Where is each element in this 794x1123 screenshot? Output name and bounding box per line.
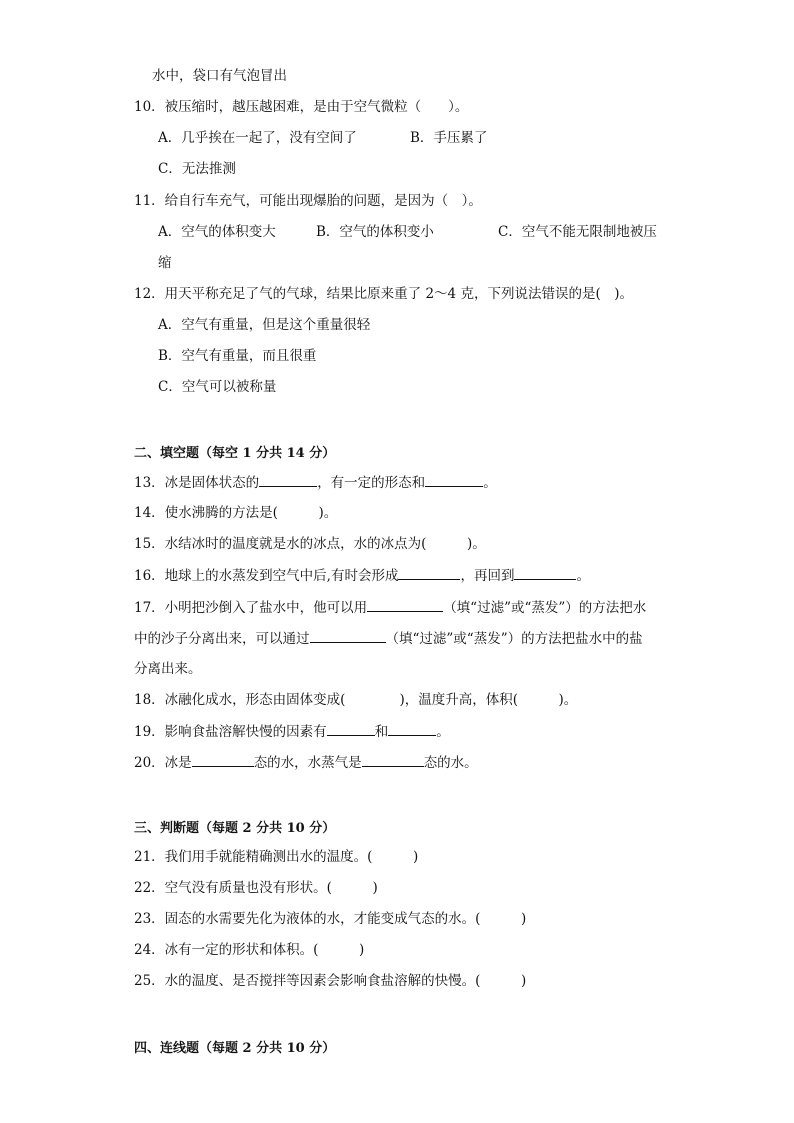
q13-text-a: 13．冰是固体状态的: [134, 475, 260, 491]
q10-option-b: B．手压累了: [410, 130, 488, 146]
q20-text-a: 20．冰是: [134, 755, 192, 771]
q16-text-c: 。: [576, 568, 590, 584]
q16-blank-1: [398, 565, 460, 580]
q17-text-a: 17．小明把沙倒入了盐水中，他可以用: [134, 600, 368, 616]
q17-blank-2: [310, 628, 386, 643]
question-14: 14．使水沸腾的方法是( )。: [134, 505, 338, 521]
q16-blank-2: [514, 565, 576, 580]
continuation-line: 水中，袋口有气泡冒出: [152, 68, 287, 84]
q10-option-a: A．几乎挨在一起了，没有空间了: [158, 130, 357, 146]
q20-text-b: 态的水，水蒸气是: [253, 755, 362, 771]
q17-text-d: （填“过滤”或“蒸发”）的方法把盐水中的盐: [385, 631, 643, 647]
question-15: 15．水结冰时的温度就是水的冰点，水的冰点为( )。: [134, 536, 486, 552]
q19-blank-1: [327, 721, 375, 736]
question-17-line-3: 分离出来。: [134, 661, 202, 677]
question-13: [134, 472, 497, 493]
question-21: 21．我们用手就能精确测出水的温度。( ): [134, 849, 419, 865]
q10-option-c: C．无法推测: [158, 161, 236, 177]
q13-blank-1: [259, 472, 317, 487]
q13-blank-2: [425, 472, 483, 487]
question-17-line-2: [134, 628, 643, 649]
q17-text-b: （填“过滤”或“蒸发”）的方法把水: [443, 600, 647, 616]
q19-text-a: 19．影响食盐溶解快慢的因素有: [134, 724, 327, 740]
q16-text-b: ，再回到: [460, 568, 515, 584]
q12-option-a: A．空气有重量，但是这个重量很轻: [158, 317, 371, 333]
question-25: 25．水的温度、是否搅拌等因素会影响食盐溶解的快慢。( ): [134, 973, 527, 989]
question-11: 11．给自行车充气，可能出现爆胎的问题，是因为（ ）。: [134, 193, 482, 209]
question-17-line-1: [134, 597, 646, 618]
q11-option-b: B．空气的体积变小: [316, 224, 434, 240]
q20-text-c: 态的水。: [423, 755, 478, 771]
q20-blank-1: [192, 752, 254, 767]
section-2-title: 二、填空题（每空 1 分共 14 分）: [134, 446, 336, 461]
q11-option-c-cont: 缩: [158, 255, 172, 271]
q11-option-a: A．空气的体积变大: [158, 224, 276, 240]
q11-option-c: C．空气不能无限制地被压: [498, 224, 657, 240]
q16-text-a: 16．地球上的水蒸发到空气中后,有时会形成: [134, 568, 399, 584]
q17-blank-1: [367, 597, 443, 612]
q13-text-c: 。: [483, 475, 497, 491]
question-16: [134, 565, 590, 586]
question-10: 10．被压缩时，越压越困难，是由于空气微粒（ ）。: [134, 99, 469, 115]
question-20: [134, 752, 478, 773]
question-23: 23．固态的水需要先化为液体的水，才能变成气态的水。( ): [134, 911, 527, 927]
q17-text-c: 中的沙子分离出来，可以通过: [134, 631, 310, 647]
section-3-title: 三、判断题（每题 2 分共 10 分）: [134, 821, 336, 836]
question-19: [134, 721, 450, 742]
question-24: 24．冰有一定的形状和体积。( ): [134, 942, 365, 958]
section-4-title: 四、连线题（每题 2 分共 10 分）: [134, 1041, 336, 1056]
question-12: 12．用天平称充足了气的气球，结果比原来重了 2～4 克，下列说法错误的是( )。: [134, 286, 633, 302]
q19-text-c: 。: [436, 724, 450, 740]
question-22: 22．空气没有质量也没有形状。( ): [134, 880, 378, 896]
q12-option-b: B．空气有重量，而且很重: [158, 348, 317, 364]
q19-text-b: 和: [374, 724, 389, 740]
question-18: 18．冰融化成水，形态由固体变成( )，温度升高，体积( )。: [134, 692, 578, 708]
q20-blank-2: [362, 752, 424, 767]
q12-option-c: C．空气可以被称量: [158, 379, 277, 395]
q13-text-b: ，有一定的形态和: [317, 475, 426, 491]
q19-blank-2: [388, 721, 436, 736]
